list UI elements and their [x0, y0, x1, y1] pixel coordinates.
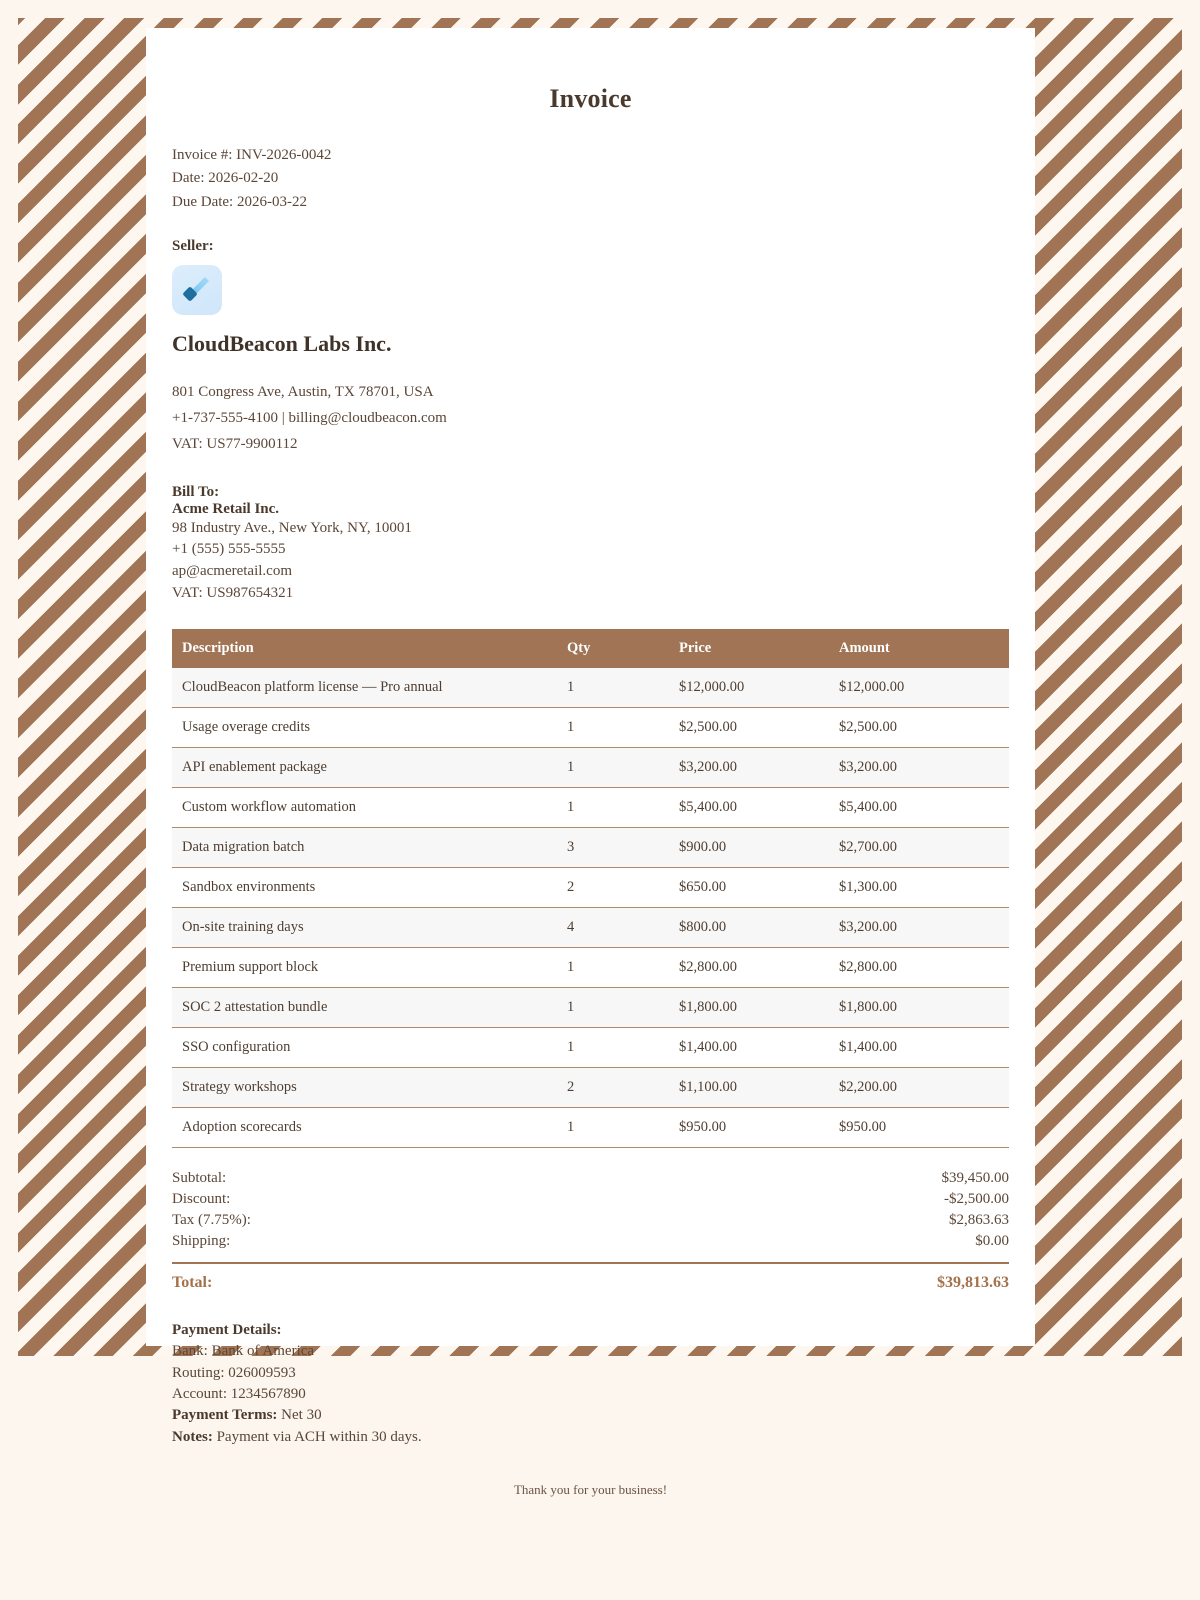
cell-amount: $1,300.00 — [829, 868, 1009, 908]
cell-qty: 1 — [557, 988, 669, 1028]
discount-value: -$2,500.00 — [944, 1191, 1009, 1208]
payment-details-heading: Payment Details: — [172, 1322, 282, 1339]
cell-amount: $5,400.00 — [829, 788, 1009, 828]
invoice-due-date: Due Date: 2026-03-22 — [172, 193, 307, 210]
cell-price: $3,200.00 — [669, 748, 829, 788]
cell-qty: 1 — [557, 1108, 669, 1148]
cell-qty: 3 — [557, 828, 669, 868]
payment-bank: Bank: Bank of America — [172, 1343, 315, 1360]
table-header — [172, 629, 1009, 668]
bill-to-block — [172, 518, 1009, 606]
column-header-amount: Amount — [829, 629, 1009, 668]
cell-description: SOC 2 attestation bundle — [172, 988, 557, 1028]
column-header-price: Price — [669, 629, 829, 668]
cell-price: $12,000.00 — [669, 668, 829, 708]
payment-terms — [172, 1405, 1009, 1426]
shipping-value: $0.00 — [975, 1233, 1009, 1250]
subtotal-value: $39,450.00 — [941, 1170, 1009, 1187]
cell-price: $2,800.00 — [669, 948, 829, 988]
invoice-number: Invoice #: INV-2026-0042 — [172, 147, 332, 163]
table-row — [172, 948, 1009, 988]
bill-to-label: Bill To: — [172, 483, 220, 500]
payment-routing: Routing: 026009593 — [172, 1364, 296, 1381]
cell-qty: 1 — [557, 1028, 669, 1068]
table-row — [172, 1028, 1009, 1068]
payment-details-section — [172, 1320, 1009, 1448]
cell-price: $1,800.00 — [669, 988, 829, 1028]
payment-terms-value: Net 30 — [281, 1407, 322, 1424]
payment-notes-label: Notes: — [172, 1428, 213, 1445]
seller-address: 801 Congress Ave, Austin, TX 78701, USA — [172, 383, 434, 400]
cell-price: $800.00 — [669, 908, 829, 948]
shipping-row — [172, 1231, 1009, 1252]
cell-qty: 1 — [557, 708, 669, 748]
shipping-label: Shipping: — [172, 1233, 231, 1250]
cell-qty: 2 — [557, 1068, 669, 1108]
table-row — [172, 868, 1009, 908]
cell-description: Usage overage credits — [172, 708, 557, 748]
cell-price: $650.00 — [669, 868, 829, 908]
bill-to-address: 98 Industry Ave., New York, NY, 10001 — [172, 519, 412, 536]
column-header-description: Description — [172, 629, 557, 668]
cell-description: SSO configuration — [172, 1028, 557, 1068]
cell-amount: $2,500.00 — [829, 708, 1009, 748]
seller-label: Seller: — [172, 237, 214, 254]
cell-amount: $2,200.00 — [829, 1068, 1009, 1108]
table-row — [172, 908, 1009, 948]
cell-qty: 4 — [557, 908, 669, 948]
column-header-qty: Qty — [557, 629, 669, 668]
totals-divider — [172, 1262, 1009, 1264]
total-row — [172, 1274, 1009, 1292]
invoice-meta — [172, 144, 1009, 214]
cell-amount: $2,800.00 — [829, 948, 1009, 988]
totals-section — [172, 1168, 1009, 1292]
discount-label: Discount: — [172, 1191, 231, 1208]
table-row — [172, 668, 1009, 708]
tax-value: $2,863.63 — [949, 1212, 1009, 1229]
cell-description: Custom workflow automation — [172, 788, 557, 828]
invoice-document — [146, 28, 1035, 1497]
cell-amount: $950.00 — [829, 1108, 1009, 1148]
seller-contact-block — [172, 379, 1009, 458]
cell-qty: 1 — [557, 748, 669, 788]
payment-account: Account: 1234567890 — [172, 1385, 306, 1402]
bill-to-phone: +1 (555) 555-5555 — [172, 541, 286, 558]
page-title: Invoice — [549, 84, 632, 113]
footer-thank-you: Thank you for your business! — [513, 1481, 668, 1497]
cell-amount: $1,400.00 — [829, 1028, 1009, 1068]
table-row — [172, 788, 1009, 828]
cell-description: Adoption scorecards — [172, 1108, 557, 1148]
seller-vat: VAT: US77-9900112 — [172, 436, 298, 453]
payment-terms-label: Payment Terms: — [172, 1407, 278, 1424]
subtotal-label: Subtotal: — [172, 1170, 227, 1187]
bill-to-vat: VAT: US987654321 — [172, 585, 294, 602]
table-body — [172, 668, 1009, 1148]
cell-price: $1,100.00 — [669, 1068, 829, 1108]
table-row — [172, 1108, 1009, 1148]
payment-notes — [172, 1427, 1009, 1448]
seller-logo — [172, 265, 1009, 315]
invoice-date: Date: 2026-02-20 — [172, 170, 279, 187]
cell-description: Data migration batch — [172, 828, 557, 868]
table-row — [172, 708, 1009, 748]
subtotal-row — [172, 1168, 1009, 1189]
cell-amount: $2,700.00 — [829, 828, 1009, 868]
cell-price: $5,400.00 — [669, 788, 829, 828]
line-items-table — [172, 629, 1009, 1148]
cell-description: Premium support block — [172, 948, 557, 988]
cell-description: On-site training days — [172, 908, 557, 948]
cell-amount: $1,800.00 — [829, 988, 1009, 1028]
cell-price: $900.00 — [669, 828, 829, 868]
seller-contact: +1-737-555-4100 | billing@cloudbeacon.com — [172, 410, 447, 426]
cell-qty: 1 — [557, 668, 669, 708]
table-row — [172, 1068, 1009, 1108]
cell-description: API enablement package — [172, 748, 557, 788]
bill-to-company: Acme Retail Inc. — [172, 500, 280, 517]
cell-description: Strategy workshops — [172, 1068, 557, 1108]
tax-row — [172, 1210, 1009, 1231]
table-row — [172, 748, 1009, 788]
table-header-row — [172, 629, 1009, 668]
bill-to-email: ap@acmeretail.com — [172, 563, 292, 580]
cell-description: Sandbox environments — [172, 868, 557, 908]
total-value: $39,813.63 — [937, 1274, 1009, 1292]
cell-price: $2,500.00 — [669, 708, 829, 748]
table-row — [172, 828, 1009, 868]
seller-name: CloudBeacon Labs Inc. — [172, 330, 392, 356]
cell-amount: $12,000.00 — [829, 668, 1009, 708]
table-row — [172, 988, 1009, 1028]
discount-row — [172, 1189, 1009, 1210]
cell-price: $1,400.00 — [669, 1028, 829, 1068]
total-label: Total: — [172, 1274, 213, 1292]
payment-notes-value: Payment via ACH within 30 days. — [216, 1428, 422, 1445]
cell-amount: $3,200.00 — [829, 908, 1009, 948]
cell-description: CloudBeacon platform license — Pro annual — [172, 668, 557, 708]
cell-qty: 2 — [557, 868, 669, 908]
cell-qty: 1 — [557, 788, 669, 828]
blue-checkmark-logo-icon — [172, 265, 222, 315]
cell-amount: $3,200.00 — [829, 748, 1009, 788]
cell-qty: 1 — [557, 948, 669, 988]
tax-label: Tax (7.75%): — [172, 1212, 251, 1229]
cell-price: $950.00 — [669, 1108, 829, 1148]
